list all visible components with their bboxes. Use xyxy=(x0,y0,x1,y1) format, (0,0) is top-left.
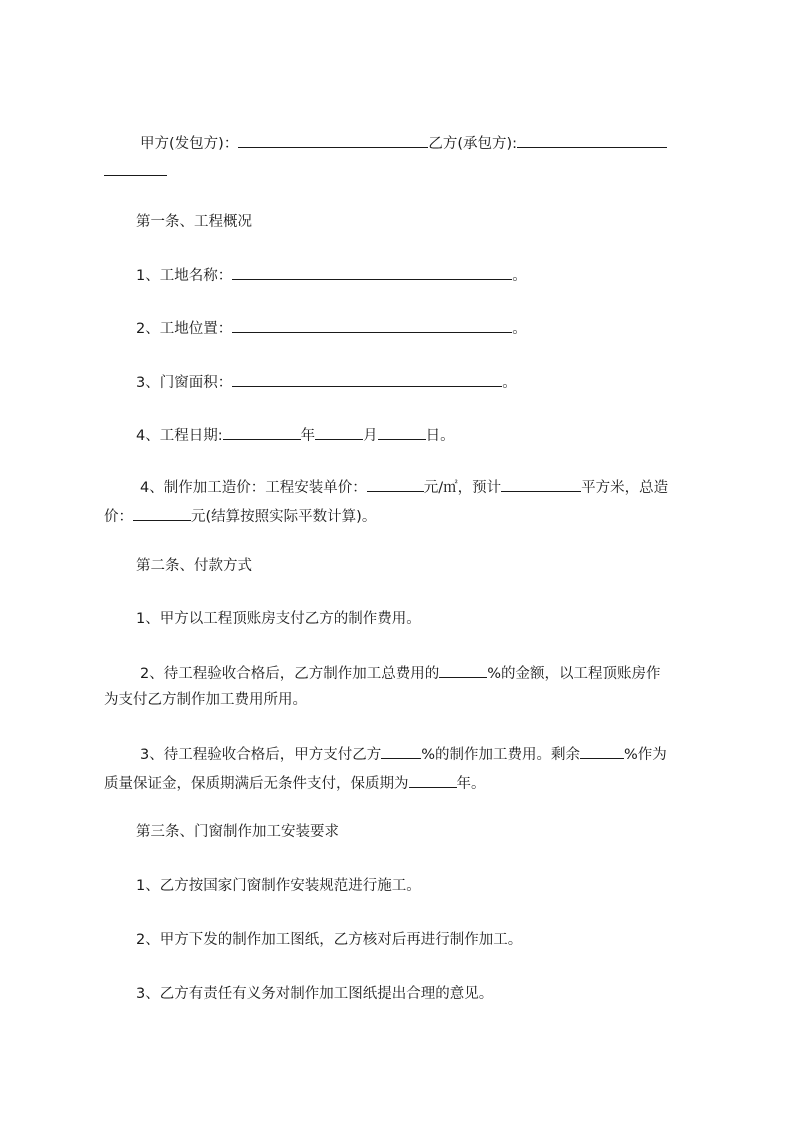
payment-item-2-continued: 为支付乙方制作加工费用所用。 xyxy=(104,692,307,708)
site-name-end: 。 xyxy=(512,268,527,284)
site-name-row xyxy=(136,264,527,286)
payment-item-2-text: 2、待工程验收合格后，乙方制作加工总费用的 xyxy=(140,666,440,682)
period-day-blank[interactable] xyxy=(378,424,426,440)
price-row xyxy=(140,476,668,498)
period-year: 年 xyxy=(300,428,316,444)
payment-percent-blank[interactable] xyxy=(439,662,487,678)
party-a-label: 甲方(发包方)： xyxy=(140,136,239,152)
party-line xyxy=(140,132,667,154)
article-1-heading: 第一条、工程概况 xyxy=(136,214,252,230)
period-month-blank[interactable] xyxy=(315,424,363,440)
site-location-row xyxy=(136,317,527,339)
party-b-blank[interactable] xyxy=(517,132,667,148)
site-name-blank[interactable] xyxy=(232,264,512,280)
warranty-text: 质量保证金，保质期满后无条件支付，保质期为 xyxy=(104,776,409,792)
party-b-continuation xyxy=(104,160,167,182)
party-b-label: 乙方(承包方): xyxy=(428,136,518,152)
requirement-item-3: 3、乙方有责任有义务对制作加工图纸提出合理的意见。 xyxy=(136,986,494,1002)
article-2-heading: 第二条、付款方式 xyxy=(136,558,252,574)
payment-item-1: 1、甲方以工程顶账房支付乙方的制作费用。 xyxy=(136,611,421,627)
price-label: 4、制作加工造价：工程安装单价： xyxy=(140,480,367,496)
payment-item-3-text-2: %的制作加工费用。剩余 xyxy=(421,747,581,763)
area-unit-total: 平方米，总造 xyxy=(581,480,669,496)
period-year-blank[interactable] xyxy=(223,424,301,440)
period-row xyxy=(136,424,455,446)
requirement-item-1: 1、乙方按国家门窗制作安装规范进行施工。 xyxy=(136,878,421,894)
warranty-year-unit: 年。 xyxy=(456,776,486,792)
area-blank[interactable] xyxy=(501,476,581,492)
total-price-row xyxy=(104,505,376,527)
unit-price-unit: 元/㎡，预计 xyxy=(423,480,502,496)
total-note: 元(结算按照实际平数计算)。 xyxy=(191,509,377,525)
party-b-blank-continued[interactable] xyxy=(104,160,167,176)
payment-item-3-percent-blank[interactable] xyxy=(381,743,421,759)
remaining-percent-blank[interactable] xyxy=(580,743,624,759)
payment-item-2-text-2: %的金额，以工程顶账房作 xyxy=(487,666,661,682)
payment-item-3-text-3: %作为 xyxy=(624,747,667,763)
total-price-blank[interactable] xyxy=(133,505,191,521)
requirement-item-2: 2、甲方下发的制作加工图纸，乙方核对后再进行制作加工。 xyxy=(136,932,523,948)
payment-item-2 xyxy=(140,662,661,684)
payment-item-3 xyxy=(140,743,667,765)
site-location-blank[interactable] xyxy=(232,317,512,333)
window-area-row xyxy=(136,371,517,393)
party-a-blank[interactable] xyxy=(238,132,428,148)
total-label: 价： xyxy=(104,509,133,525)
window-area-label: 3、门窗面积： xyxy=(136,375,233,391)
period-day: 日。 xyxy=(425,428,455,444)
article-3-heading: 第三条、门窗制作加工安装要求 xyxy=(136,824,339,840)
site-location-label: 2、工地位置： xyxy=(136,321,233,337)
site-name-label: 1、工地名称： xyxy=(136,268,233,284)
window-area-blank[interactable] xyxy=(232,371,502,387)
payment-item-3-continued xyxy=(104,772,486,794)
unit-price-blank[interactable] xyxy=(367,476,424,492)
period-label: 4、工程日期: xyxy=(136,428,223,444)
period-month: 月 xyxy=(363,428,378,444)
warranty-years-blank[interactable] xyxy=(409,772,457,788)
site-location-end: 。 xyxy=(512,321,527,337)
payment-item-3-text: 3、待工程验收合格后，甲方支付乙方 xyxy=(140,747,382,763)
window-area-end: 。 xyxy=(502,375,517,391)
